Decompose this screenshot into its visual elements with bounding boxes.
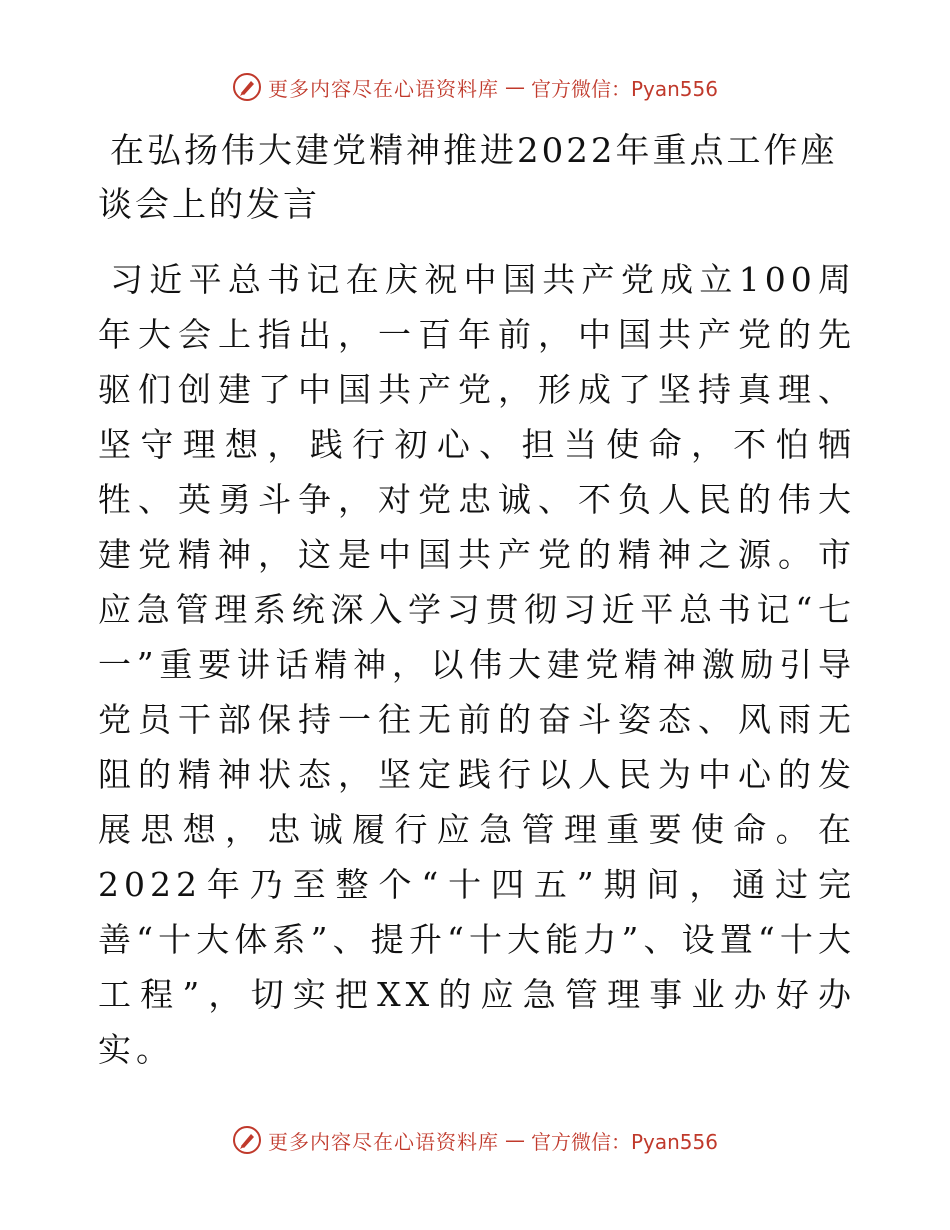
page-header-watermark bbox=[0, 72, 950, 102]
pen-nib-icon bbox=[232, 1125, 262, 1155]
header-brand-text: 更多内容尽在心语资料库 bbox=[267, 76, 499, 101]
header-separator: — bbox=[504, 75, 525, 99]
page-footer-watermark bbox=[0, 1125, 950, 1155]
header-contact-text: 官方微信：Pyan556 bbox=[530, 76, 718, 101]
footer-brand-text: 更多内容尽在心语资料库 bbox=[267, 1129, 499, 1154]
document-paragraph: 习近平总书记在庆祝中国共产党成立100周年大会上指出，一百年前，中国共产党的先驱们创建了中国共产党，形成了坚持真理、坚守理想，践行初心、担当使命，不怕牺牲、英勇斗争，对党忠诚、不负人民的伟大建党精神，这是中国共产党的精神之源。市应急管理系统深入学习贯彻习近平总书记“七一”重要讲话精神，以伟大建党精神激励引导党员干部保持一往无前的奋斗姿态、风雨无阻的精神状态，坚定践行以人民为中心的发展思想，忠诚履行应急管理重要使命。在2022年乃至整个“十四五”期间，通过完善“十大体系”、提升“十大能力”、设置“十大工程”，切实把XX的应急管理事业办好办实。 bbox=[98, 260, 856, 1069]
document-title: 在弘扬伟大建党精神推进2022年重点工作座谈会上的发言 bbox=[98, 131, 838, 225]
footer-separator: — bbox=[504, 1128, 525, 1152]
pen-nib-icon bbox=[232, 72, 262, 102]
footer-contact-text: 官方微信：Pyan556 bbox=[530, 1129, 718, 1154]
